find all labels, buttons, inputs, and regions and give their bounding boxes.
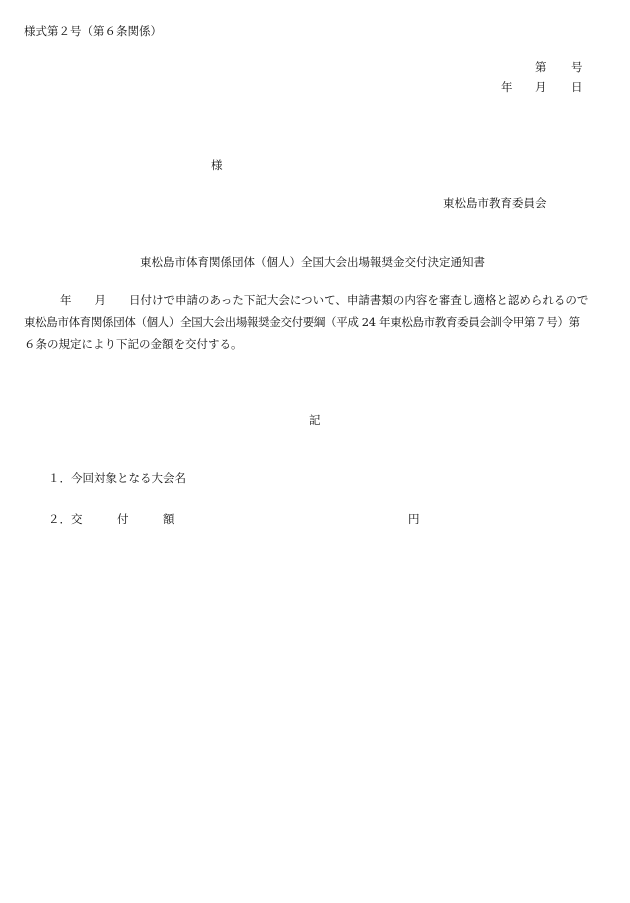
day-label: 日 [571, 80, 583, 94]
body-line-1: 年 月 日付けで申請のあった下記大会について、申請書類の内容を審査し適格と認められるので [60, 293, 589, 307]
gou-label: 号 [571, 60, 583, 74]
dai-label: 第 [535, 60, 547, 74]
issuer-name: 東松島市教育委員会 [443, 196, 547, 210]
item-2-number: ２． [48, 512, 71, 526]
body-line-2: 東松島市体育関係団体（個人）全国大会出場報奨金交付要綱（平成 24 年東松島市教育委員会訓令甲第７号）第 [24, 315, 580, 329]
item-2-unit: 円 [408, 512, 420, 526]
body-line-3: ６条の規定により下記の金額を交付する。 [24, 337, 243, 351]
form-number: 様式第２号（第６条関係） [24, 24, 162, 38]
document-title: 東松島市体育関係団体（個人）全国大会出場報奨金交付決定通知書 [140, 255, 485, 269]
month-label: 月 [535, 80, 547, 94]
item-1-number: １． [48, 471, 71, 485]
item-2 [48, 514, 175, 526]
item-1 [48, 473, 186, 485]
item-1-label: 今回対象となる大会名 [71, 471, 186, 485]
item-2-label: 交 付 額 [71, 512, 175, 526]
recipient-sama: 様 [211, 158, 223, 172]
ki-label: 記 [309, 413, 321, 427]
year-label: 年 [501, 80, 513, 94]
body-paragraph [24, 289, 614, 355]
